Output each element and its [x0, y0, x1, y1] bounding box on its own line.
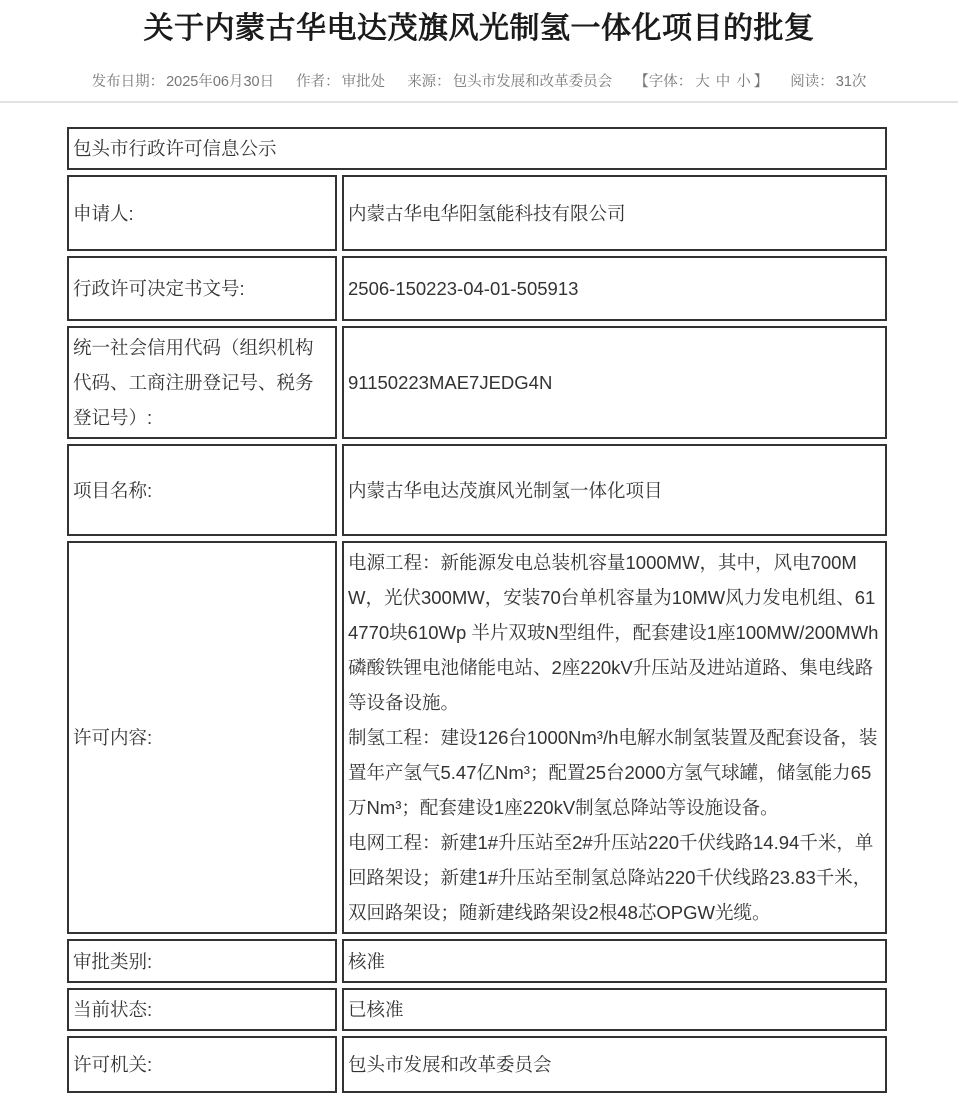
row-value-cell — [342, 175, 887, 251]
row-label: 统一社会信用代码（组织机构代码、工商注册登记号、税务登记号）: — [73, 337, 314, 428]
row-value: 已核准 — [348, 999, 404, 1020]
row-value-cell — [342, 939, 887, 983]
table-row — [67, 256, 887, 321]
row-label: 项目名称: — [73, 479, 153, 501]
author-label: 作者： — [296, 74, 340, 90]
permit-content-paragraph: 电源工程：新能源发电总装机容量1000MW，其中，风电700MW，光伏300MW，安装70台单机容量为10MW风力发电机组、614770块610Wp 半片双玻N型组件，配套建设1座100MW/200MWh磷酸铁锂电池储能电站、2座220kV升压站及进站道路、集电线路等设备设施。 — [348, 552, 879, 713]
meta-views — [790, 72, 866, 92]
row-label: 许可机关: — [73, 1054, 153, 1075]
table-row — [67, 988, 887, 1031]
publish-date-label: 发布日期： — [91, 74, 165, 90]
row-label-cell — [67, 256, 337, 321]
row-value-cell — [342, 326, 887, 439]
permit-content-paragraph: 制氢工程：建设126台1000Nm³/h电解水制氢装置及配套设备，装置年产氢气5.47亿Nm³；配置25台2000方氢气球罐，储氢能力65万Nm³；配套建设1座220kV制氢总降站等设施设备。 — [348, 727, 878, 818]
row-label-cell — [67, 326, 337, 439]
row-value-cell — [342, 444, 887, 536]
row-label-cell — [67, 175, 337, 251]
row-value-cell — [342, 541, 887, 934]
font-size-medium-link[interactable]: 中 — [715, 74, 731, 90]
table-header-text: 包头市行政许可信息公示 — [73, 138, 277, 159]
table-row — [67, 1036, 887, 1093]
meta-source — [407, 72, 612, 92]
table-row — [67, 175, 887, 251]
row-label: 许可内容: — [73, 727, 153, 748]
publish-date-value: 2025年06月30日 — [166, 74, 275, 90]
row-label-cell — [67, 541, 337, 934]
table-row — [67, 939, 887, 983]
row-value: 2506-150223-04-01-505913 — [348, 278, 579, 299]
table-row — [67, 541, 887, 934]
font-size-large-link[interactable]: 大 — [695, 74, 710, 90]
row-label-cell — [67, 939, 337, 983]
row-value-cell — [342, 988, 887, 1031]
article-meta — [0, 72, 958, 92]
meta-publish-date — [92, 72, 275, 92]
views-label: 阅读： — [790, 74, 834, 90]
row-value-cell — [342, 256, 887, 321]
views-value: 31次 — [835, 74, 867, 90]
table-row — [67, 127, 887, 170]
row-label: 当前状态: — [73, 999, 153, 1020]
row-value: 核准 — [348, 950, 386, 972]
horizontal-divider — [0, 101, 958, 103]
permit-content-paragraphs — [348, 545, 881, 930]
row-label: 行政许可决定书文号: — [73, 278, 245, 299]
row-label: 审批类别: — [73, 950, 153, 972]
source-value: 包头市发展和改革委员会 — [452, 74, 613, 90]
row-label: 申请人: — [73, 202, 134, 224]
row-value: 91150223MAE7JEDG4N — [348, 372, 553, 393]
source-label: 来源： — [407, 74, 451, 90]
row-value: 内蒙古华电达茂旗风光制氢一体化项目 — [348, 479, 663, 501]
author-value: 审批处 — [341, 74, 386, 90]
row-value: 包头市发展和改革委员会 — [348, 1054, 552, 1075]
table-header-cell — [67, 127, 887, 170]
font-size-prefix: 【字体： — [634, 74, 693, 90]
meta-font-size-switcher — [634, 72, 768, 92]
permit-content-paragraph: 电网工程：新建1#升压站至2#升压站220千伏线路14.94千米，单回路架设；新建1#升压站至制氢总降站220千伏线路23.83千米，双回路架设；随新建线路架设2根48芯OPGW光缆。 — [348, 832, 874, 923]
page-title: 关于内蒙古华电达茂旗风光制氢一体化项目的批复 — [143, 12, 815, 45]
font-size-small-link[interactable]: 小 — [736, 74, 751, 90]
row-label-cell — [67, 1036, 337, 1093]
table-row — [67, 326, 887, 439]
permit-table — [67, 127, 887, 1093]
table-row — [67, 444, 887, 536]
row-value: 内蒙古华电华阳氢能科技有限公司 — [348, 202, 626, 224]
row-label-cell — [67, 444, 337, 536]
meta-author — [296, 72, 385, 92]
font-size-suffix: 】 — [753, 74, 769, 90]
row-label-cell — [67, 988, 337, 1031]
row-value-cell — [342, 1036, 887, 1093]
